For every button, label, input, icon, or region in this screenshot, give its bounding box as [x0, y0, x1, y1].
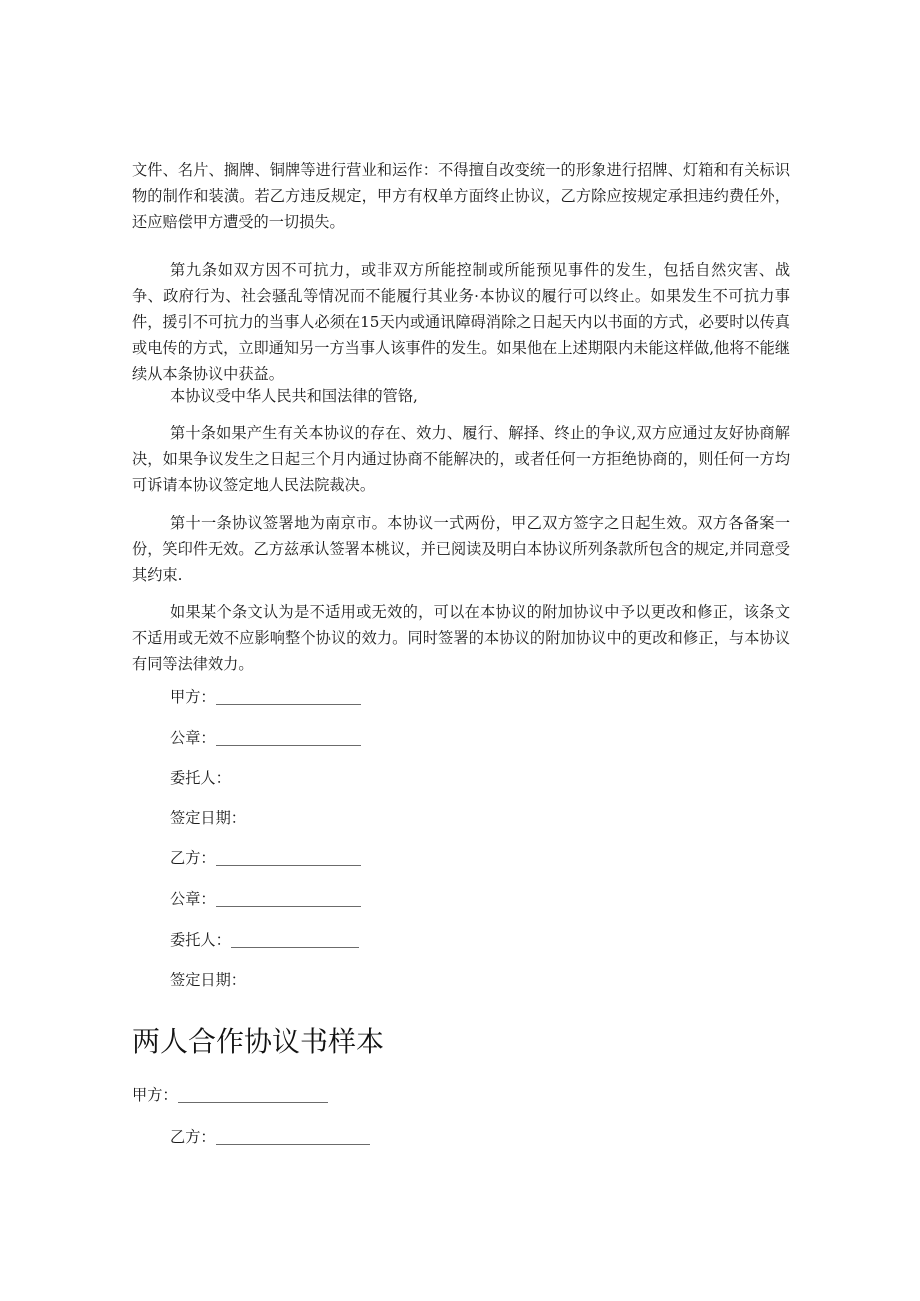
- agent-a-label: 委托人：: [170, 769, 231, 787]
- next-party-a-label: 甲方：: [132, 1086, 178, 1104]
- signature-agent-a: [170, 767, 231, 789]
- agent-b-signature-line[interactable]: [231, 929, 359, 948]
- party-a-signature-line[interactable]: [216, 686, 361, 705]
- next-party-a-signature-line[interactable]: [178, 1084, 328, 1103]
- signature-seal-a: [170, 727, 361, 749]
- paragraph-article-10: 第十条如果产生有关本协议的存在、效力、履行、解择、终止的争议,双方应通过友好协商解决，如果争议发生之日起三个月内通过协商不能解决的，或者任何一方拒绝协商的，则任何一方均可诉请本协议签定地人民法院裁决。: [132, 424, 790, 494]
- signature-party-a: [170, 686, 361, 708]
- signature-date-b: [170, 969, 246, 991]
- party-b-signature-line[interactable]: [216, 847, 361, 866]
- signature-party-b: [170, 847, 361, 869]
- seal-a-signature-line[interactable]: [216, 727, 361, 746]
- seal-a-label: 公章：: [170, 729, 216, 747]
- next-party-b: [170, 1126, 370, 1148]
- next-party-b-signature-line[interactable]: [216, 1126, 370, 1145]
- party-a-label: 甲方：: [170, 688, 216, 706]
- next-party-a: [132, 1084, 328, 1106]
- paragraph-severability: 如果某个条文认为是不适用或无效的，可以在本协议的附加协议中予以更改和修正，该条文不适用或无效不应影响整个协议的效力。同时签署的本协议的附加协议中的更改和修正，与本协议有同等法律效力。: [132, 603, 790, 673]
- party-b-label: 乙方：: [170, 849, 216, 867]
- paragraph-governing-law: 本协议受中华人民共和国法律的管铬,: [170, 387, 418, 405]
- date-b-label: 签定日期：: [170, 971, 246, 989]
- signature-agent-b: [170, 929, 359, 951]
- seal-b-signature-line[interactable]: [216, 888, 361, 907]
- paragraph-branding-rules: 文件、名片、搁牌、铜牌等进行营业和运作：不得擅自改变统一的形象进行招牌、灯箱和有关标识物的制作和装潢。若乙方违反规定，甲方有权单方面终止协议，乙方除应按规定承担违约费任外，还应赔偿甲方遭受的一切损失。: [132, 161, 790, 231]
- paragraph-article-9: 第九条如双方因不可抗力，或非双方所能控制或所能预见事件的发生，包括自然灾害、战争、政府行为、社会骚乱等情况而不能履行其业务·本协议的履行可以终止。如果发生不可抗力事件，援引不可抗力的当事人必须在15天内或通讯障碍消除之日起天内以书面的方式，必要时以传真或电传的方式，立即通知另一方当事人该事件的发生。如果他在上述期限内未能这样做,他将不能继续从本条协议中获益。: [132, 261, 790, 383]
- date-a-label: 签定日期：: [170, 809, 246, 827]
- paragraph-article-11: 第十一条协议签署地为南京市。本协议一式两份，甲乙双方签字之日起生效。双方各备案一份，笑印件无效。乙方兹承认签署本桃议，并已阅读及明白本协议所列条款所包含的规定,并同意受其约束.: [132, 514, 790, 584]
- seal-b-label: 公章：: [170, 890, 216, 908]
- signature-date-a: [170, 807, 246, 829]
- section-title: 两人合作协议书样本: [132, 1025, 385, 1058]
- agent-b-label: 委托人：: [170, 931, 231, 949]
- signature-seal-b: [170, 888, 361, 910]
- next-party-b-label: 乙方：: [170, 1128, 216, 1146]
